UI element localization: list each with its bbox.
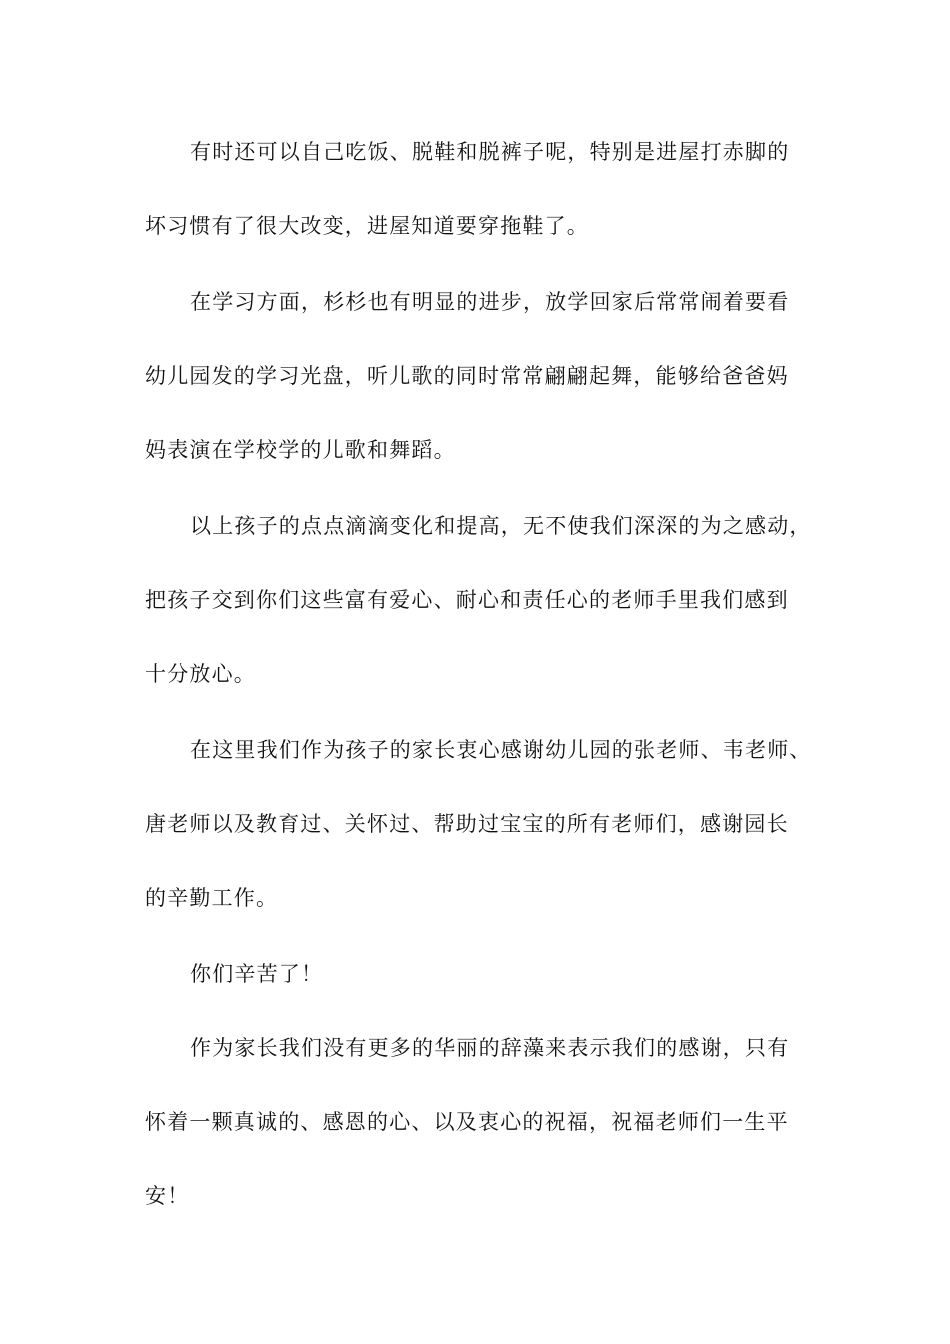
text-line-5: 妈表演在学校学的儿歌和舞蹈。	[145, 438, 456, 462]
text-line-7: 把孩子交到你们这些富有爱心、耐心和责任心的老师手里我们感到	[145, 588, 789, 612]
text-line-11: 的辛勤工作。	[145, 886, 279, 910]
text-line-12: 你们辛苦了！	[190, 962, 324, 986]
text-line-15: 安！	[145, 1184, 190, 1208]
text-line-1: 有时还可以自己吃饭、脱鞋和脱裤子呢，特别是进屋打赤脚的	[190, 140, 790, 164]
text-line-9: 在这里我们作为孩子的家长衷心感谢幼儿园的张老师、韦老师、	[190, 738, 812, 762]
text-line-14: 怀着一颗真诚的、感恩的心、以及衷心的祝福，祝福老师们一生平	[145, 1110, 789, 1134]
text-line-13: 作为家长我们没有更多的华丽的辞藻来表示我们的感谢，只有	[190, 1036, 790, 1060]
text-line-6: 以上孩子的点点滴滴变化和提高，无不使我们深深的为之感动，	[190, 514, 812, 538]
text-line-8: 十分放心。	[145, 662, 256, 686]
text-line-3: 在学习方面，杉杉也有明显的进步，放学回家后常常闹着要看	[190, 290, 790, 314]
text-line-2: 坏习惯有了很大改变，进屋知道要穿拖鞋了。	[145, 214, 589, 238]
text-line-4: 幼儿园发的学习光盘，听儿歌的同时常常翩翩起舞，能够给爸爸妈	[145, 364, 789, 388]
text-line-10: 唐老师以及教育过、关怀过、帮助过宝宝的所有老师们，感谢园长	[145, 812, 789, 836]
